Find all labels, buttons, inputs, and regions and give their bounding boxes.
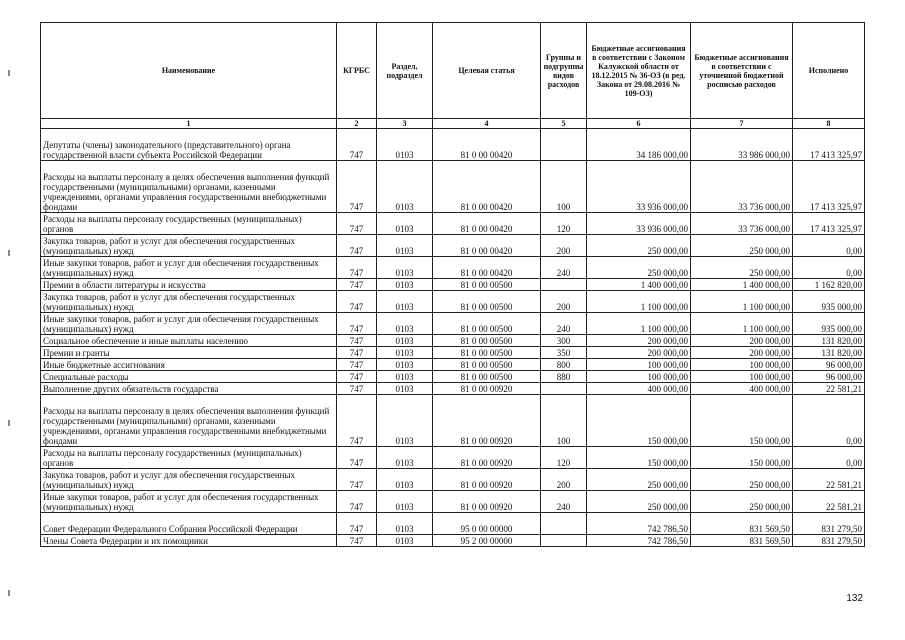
table-row: [41, 383, 865, 395]
row-article: 81 0 00 00920: [433, 447, 541, 469]
row-group: [541, 129, 587, 161]
row-kgrbs: 747: [337, 371, 377, 383]
row-group: 350: [541, 347, 587, 359]
row-section: 0103: [377, 257, 433, 279]
table-row: [41, 213, 865, 235]
header-row: [41, 23, 865, 119]
row-section: 0103: [377, 279, 433, 291]
row-article: 81 0 00 00500: [433, 359, 541, 371]
row-group: 880: [541, 371, 587, 383]
row-name: Расходы на выплаты персоналу государственных (муниципальных) органов: [41, 213, 337, 235]
table-row: [41, 347, 865, 359]
row-executed: 0,00: [793, 257, 865, 279]
row-section: 0103: [377, 447, 433, 469]
row-kgrbs: 747: [337, 313, 377, 335]
row-name: Члены Совета Федерации и их помощники: [41, 535, 337, 547]
row-refined: 200 000,00: [691, 335, 793, 347]
row-refined: 1 100 000,00: [691, 313, 793, 335]
row-section: 0103: [377, 383, 433, 395]
column-number: 4: [433, 119, 541, 129]
row-section: 0103: [377, 235, 433, 257]
row-assigned: 250 000,00: [587, 469, 691, 491]
row-section: 0103: [377, 395, 433, 447]
row-assigned: 1 400 000,00: [587, 279, 691, 291]
row-refined: 200 000,00: [691, 347, 793, 359]
row-name: Социальное обеспечение и иные выплаты населению: [41, 335, 337, 347]
row-assigned: 100 000,00: [587, 359, 691, 371]
row-refined: 250 000,00: [691, 257, 793, 279]
row-group: [541, 279, 587, 291]
table-row: [41, 279, 865, 291]
row-article: 81 0 00 00500: [433, 279, 541, 291]
row-kgrbs: 747: [337, 213, 377, 235]
row-executed: 831 279,50: [793, 513, 865, 535]
row-executed: 22 581,21: [793, 491, 865, 513]
row-assigned: 250 000,00: [587, 235, 691, 257]
row-refined: 831 569,50: [691, 513, 793, 535]
row-article: 81 0 00 00420: [433, 235, 541, 257]
row-kgrbs: 747: [337, 395, 377, 447]
row-assigned: 150 000,00: [587, 395, 691, 447]
row-refined: 831 569,50: [691, 535, 793, 547]
row-article: 95 2 00 00000: [433, 535, 541, 547]
row-executed: 0,00: [793, 395, 865, 447]
row-refined: 250 000,00: [691, 235, 793, 257]
row-section: 0103: [377, 129, 433, 161]
row-assigned: 150 000,00: [587, 447, 691, 469]
row-group: 100: [541, 395, 587, 447]
row-section: 0103: [377, 291, 433, 313]
header-name: Наименование: [41, 23, 337, 119]
table-row: [41, 447, 865, 469]
row-refined: 100 000,00: [691, 359, 793, 371]
row-article: 81 0 00 00920: [433, 383, 541, 395]
table-row: [41, 291, 865, 313]
row-name: Премии в области литературы и искусства: [41, 279, 337, 291]
row-name: Совет Федерации Федерального Собрания Российской Федерации: [41, 513, 337, 535]
row-assigned: 742 786,50: [587, 513, 691, 535]
table-row: [41, 395, 865, 447]
row-assigned: 34 186 000,00: [587, 129, 691, 161]
row-kgrbs: 747: [337, 447, 377, 469]
row-kgrbs: 747: [337, 235, 377, 257]
row-assigned: 200 000,00: [587, 347, 691, 359]
row-name: Иные бюджетные ассигнования: [41, 359, 337, 371]
row-name: Закупка товаров, работ и услуг для обеспечения государственных (муниципальных) нужд: [41, 469, 337, 491]
margin-mark: [8, 590, 10, 596]
row-kgrbs: 747: [337, 335, 377, 347]
row-kgrbs: 747: [337, 535, 377, 547]
column-number: 2: [337, 119, 377, 129]
row-name: Депутаты (члены) законодательного (представительного) органа государственной власти субъекта Российской Федерации: [41, 129, 337, 161]
header-group: Группы и подгруппы видов расходов: [541, 23, 587, 119]
row-name: Иные закупки товаров, работ и услуг для обеспечения государственных (муниципальных) нужд: [41, 491, 337, 513]
row-kgrbs: 747: [337, 359, 377, 371]
row-group: 200: [541, 469, 587, 491]
row-kgrbs: 747: [337, 257, 377, 279]
row-article: 81 0 00 00500: [433, 291, 541, 313]
page-number: 132: [846, 593, 863, 604]
row-refined: 33 736 000,00: [691, 161, 793, 213]
row-article: 81 0 00 00420: [433, 161, 541, 213]
row-refined: 150 000,00: [691, 447, 793, 469]
row-article: 81 0 00 00500: [433, 313, 541, 335]
row-section: 0103: [377, 491, 433, 513]
header-refined: Бюджетные ассигнования в соответствии с уточненной бюджетной росписью расходов: [691, 23, 793, 119]
column-number: 5: [541, 119, 587, 129]
row-executed: 17 413 325,97: [793, 161, 865, 213]
row-executed: 22 581,21: [793, 383, 865, 395]
table-row: [41, 513, 865, 535]
row-name: Иные закупки товаров, работ и услуг для обеспечения государственных (муниципальных) нужд: [41, 313, 337, 335]
table-row: [41, 491, 865, 513]
row-kgrbs: 747: [337, 383, 377, 395]
header-article: Целевая статья: [433, 23, 541, 119]
header-section: Раздел, подраздел: [377, 23, 433, 119]
row-kgrbs: 747: [337, 491, 377, 513]
row-kgrbs: 747: [337, 347, 377, 359]
row-article: 81 0 00 00500: [433, 371, 541, 383]
row-section: 0103: [377, 213, 433, 235]
row-kgrbs: 747: [337, 129, 377, 161]
row-name: Закупка товаров, работ и услуг для обеспечения государственных (муниципальных) нужд: [41, 235, 337, 257]
row-article: 81 0 00 00420: [433, 213, 541, 235]
column-number: 3: [377, 119, 433, 129]
row-refined: 250 000,00: [691, 491, 793, 513]
row-group: 240: [541, 257, 587, 279]
row-assigned: 250 000,00: [587, 491, 691, 513]
row-assigned: 400 000,00: [587, 383, 691, 395]
row-group: 100: [541, 161, 587, 213]
row-name: Премии и гранты: [41, 347, 337, 359]
row-executed: 831 279,50: [793, 535, 865, 547]
row-executed: 17 413 325,97: [793, 213, 865, 235]
row-executed: 0,00: [793, 447, 865, 469]
row-section: 0103: [377, 161, 433, 213]
row-executed: 96 000,00: [793, 359, 865, 371]
row-article: 81 0 00 00500: [433, 347, 541, 359]
column-number-row: [41, 119, 865, 129]
column-number: 7: [691, 119, 793, 129]
column-number: 1: [41, 119, 337, 129]
row-group: [541, 535, 587, 547]
margin-mark: [8, 70, 10, 76]
row-group: 300: [541, 335, 587, 347]
row-article: 95 0 00 00000: [433, 513, 541, 535]
row-assigned: 1 100 000,00: [587, 291, 691, 313]
row-refined: 1 100 000,00: [691, 291, 793, 313]
table-body: [41, 129, 865, 547]
row-executed: 131 820,00: [793, 335, 865, 347]
row-section: 0103: [377, 535, 433, 547]
margin-mark: [8, 250, 10, 256]
row-section: 0103: [377, 513, 433, 535]
row-assigned: 33 936 000,00: [587, 213, 691, 235]
row-executed: 22 581,21: [793, 469, 865, 491]
margin-mark: [8, 420, 10, 426]
row-section: 0103: [377, 469, 433, 491]
row-group: [541, 383, 587, 395]
row-name: Расходы на выплаты персоналу в целях обеспечения выполнения функций государственными (муниципальными) органами, казенными учреждениями, органами управления государственными внебюджетными фондами: [41, 161, 337, 213]
row-executed: 96 000,00: [793, 371, 865, 383]
row-assigned: 250 000,00: [587, 257, 691, 279]
row-section: 0103: [377, 335, 433, 347]
row-refined: 250 000,00: [691, 469, 793, 491]
row-name: Специальные расходы: [41, 371, 337, 383]
row-assigned: 742 786,50: [587, 535, 691, 547]
row-kgrbs: 747: [337, 291, 377, 313]
row-section: 0103: [377, 371, 433, 383]
row-section: 0103: [377, 359, 433, 371]
row-article: 81 0 00 00420: [433, 129, 541, 161]
row-executed: 0,00: [793, 235, 865, 257]
row-article: 81 0 00 00420: [433, 257, 541, 279]
row-refined: 33 736 000,00: [691, 213, 793, 235]
table-row: [41, 313, 865, 335]
row-name: Выполнение других обязательств государства: [41, 383, 337, 395]
row-name: Закупка товаров, работ и услуг для обеспечения государственных (муниципальных) нужд: [41, 291, 337, 313]
row-kgrbs: 747: [337, 513, 377, 535]
row-name: Расходы на выплаты персоналу в целях обеспечения выполнения функций государственными (муниципальными) органами, казенными учреждениями, органами управления государственными внебюджетными фондами: [41, 395, 337, 447]
table-row: [41, 161, 865, 213]
row-group: 200: [541, 235, 587, 257]
row-group: 120: [541, 447, 587, 469]
row-group: 240: [541, 313, 587, 335]
header-assigned: Бюджетные ассигнования в соответствии с Законом Калужской области от 18.12.2015 № 36-ОЗ (в ред. Закона от 29.08.2016 № 109-ОЗ): [587, 23, 691, 119]
row-article: 81 0 00 00920: [433, 395, 541, 447]
row-kgrbs: 747: [337, 161, 377, 213]
row-executed: 131 820,00: [793, 347, 865, 359]
row-refined: 400 000,00: [691, 383, 793, 395]
row-group: 800: [541, 359, 587, 371]
row-section: 0103: [377, 313, 433, 335]
row-refined: 33 986 000,00: [691, 129, 793, 161]
table-row: [41, 129, 865, 161]
header-executed: Исполнено: [793, 23, 865, 119]
table-row: [41, 469, 865, 491]
row-name: Расходы на выплаты персоналу государственных (муниципальных) органов: [41, 447, 337, 469]
row-refined: 150 000,00: [691, 395, 793, 447]
table-row: [41, 371, 865, 383]
budget-table: [40, 22, 865, 547]
row-kgrbs: 747: [337, 469, 377, 491]
row-executed: 17 413 325,97: [793, 129, 865, 161]
table-row: [41, 335, 865, 347]
row-assigned: 100 000,00: [587, 371, 691, 383]
row-name: Иные закупки товаров, работ и услуг для обеспечения государственных (муниципальных) нужд: [41, 257, 337, 279]
row-article: 81 0 00 00920: [433, 469, 541, 491]
row-executed: 1 162 820,00: [793, 279, 865, 291]
column-number: 6: [587, 119, 691, 129]
row-refined: 1 400 000,00: [691, 279, 793, 291]
row-executed: 935 000,00: [793, 313, 865, 335]
row-group: [541, 513, 587, 535]
table-row: [41, 257, 865, 279]
row-refined: 100 000,00: [691, 371, 793, 383]
table-row: [41, 359, 865, 371]
column-number: 8: [793, 119, 865, 129]
row-article: 81 0 00 00920: [433, 491, 541, 513]
row-group: 240: [541, 491, 587, 513]
row-assigned: 1 100 000,00: [587, 313, 691, 335]
row-executed: 935 000,00: [793, 291, 865, 313]
row-assigned: 33 936 000,00: [587, 161, 691, 213]
row-section: 0103: [377, 347, 433, 359]
row-assigned: 200 000,00: [587, 335, 691, 347]
row-group: 120: [541, 213, 587, 235]
row-kgrbs: 747: [337, 279, 377, 291]
table-row: [41, 235, 865, 257]
header-kgrbs: КГРБС: [337, 23, 377, 119]
row-article: 81 0 00 00500: [433, 335, 541, 347]
row-group: 200: [541, 291, 587, 313]
table-row: [41, 535, 865, 547]
